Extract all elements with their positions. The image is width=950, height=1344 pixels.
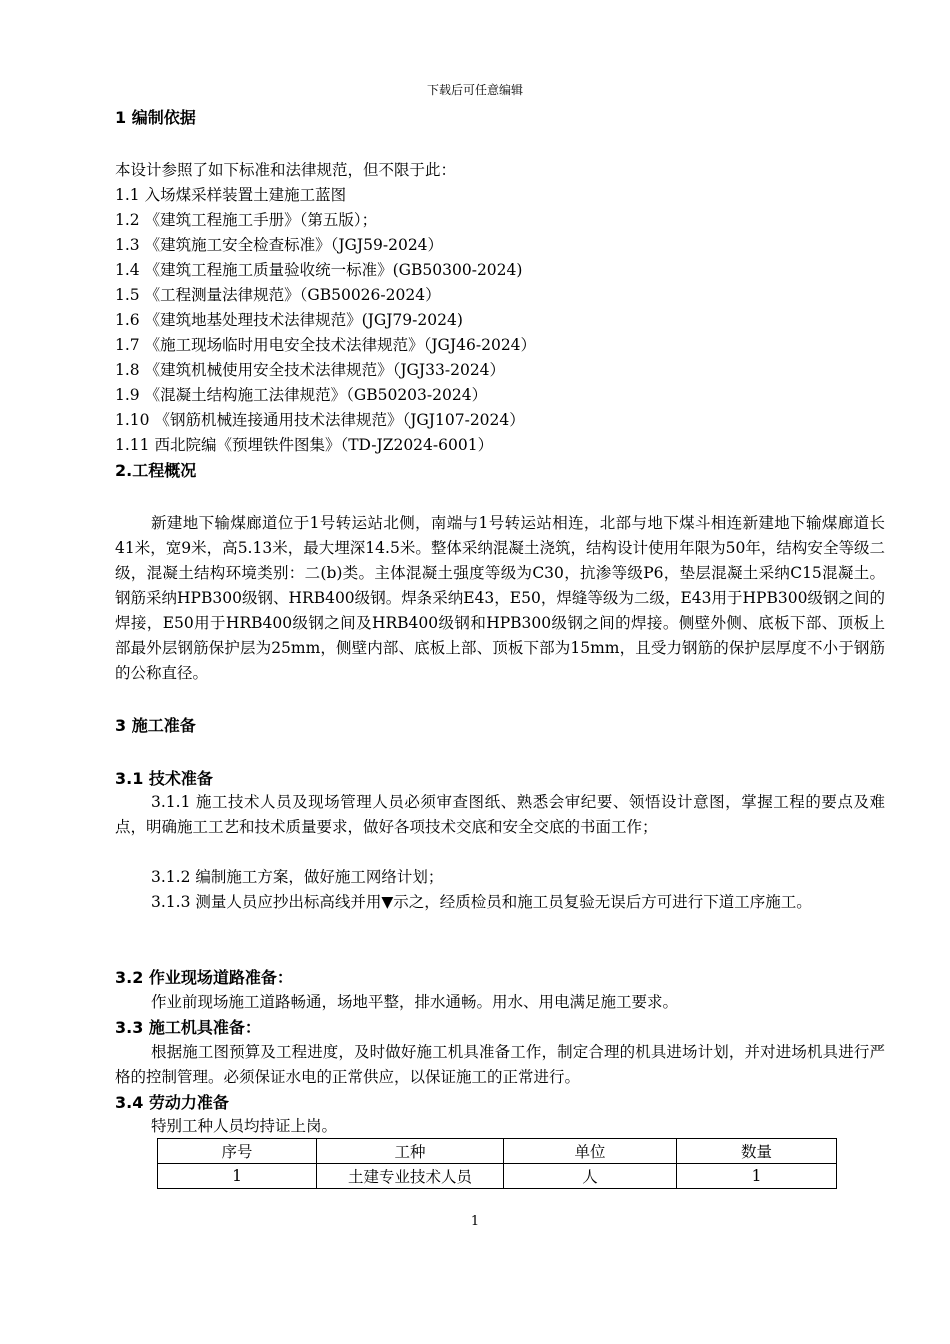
- paragraph-3-2: 作业前现场施工道路畅通，场地平整，排水通畅。用水、用电满足施工要求。: [151, 993, 679, 1011]
- section-1-intro: 本设计参照了如下标准和法律规范，但不限于此：: [115, 161, 457, 179]
- reference-item: 1.10 《钢筋机械连接通用技术法律规范》（JGJ107-2024）: [115, 411, 525, 429]
- paragraph-3-4: 特别工种人员均持证上岗。: [151, 1117, 338, 1135]
- section-1-title: 1 编制依据: [115, 108, 196, 127]
- section-3-1-title: 3.1 技术准备: [115, 769, 213, 788]
- labor-table: [157, 1138, 837, 1189]
- reference-item: 1.11 西北院编《预埋铁件图集》（TD-JZ2024-6001）: [115, 436, 494, 454]
- paragraph-3-1-3: 3.1.3 测量人员应抄出标高线并用▼示之，经质检员和施工员复验无误后方可进行下道工序施工。: [151, 893, 812, 911]
- reference-item: 1.9 《混凝土结构施工法律规范》（GB50203-2024）: [115, 386, 488, 404]
- table-cell: 1: [677, 1164, 837, 1189]
- section-2-title: 2.工程概况: [115, 461, 197, 480]
- table-header-cell: 单位: [504, 1139, 677, 1164]
- section-3-2-title: 3.2 作业现场道路准备：: [115, 968, 293, 987]
- table-header-row: [158, 1139, 837, 1164]
- reference-item: 1.5 《工程测量法律规范》（GB50026-2024）: [115, 286, 441, 304]
- reference-item: 1.1 入场煤采样装置土建施工蓝图: [115, 186, 347, 204]
- reference-item: 1.8 《建筑机械使用安全技术法律规范》（JGJ33-2024）: [115, 361, 506, 379]
- section-3-3-title: 3.3 施工机具准备：: [115, 1018, 261, 1037]
- reference-item: 1.7 《施工现场临时用电安全技术法律规范》（JGJ46-2024）: [115, 336, 537, 354]
- table-cell: 人: [504, 1164, 677, 1189]
- table-header-cell: 工种: [317, 1139, 504, 1164]
- paragraph-3-1-1: 3.1.1 施工技术人员及现场管理人员必须审查图纸、熟悉会审纪要、领悟设计意图，掌握工程的要点及难点，明确施工工艺和技术质量要求，做好各项技术交底和安全交底的书面工作；: [115, 793, 885, 836]
- table-cell: 土建专业技术人员: [317, 1164, 504, 1189]
- section-3-title: 3 施工准备: [115, 716, 196, 735]
- reference-item: 1.4 《建筑工程施工质量验收统一标准》(GB50300-2024): [115, 261, 523, 279]
- section-3-4-title: 3.4 劳动力准备: [115, 1093, 229, 1112]
- table-row: [158, 1164, 837, 1189]
- reference-item: 1.2 《建筑工程施工手册》（第五版）；: [115, 211, 378, 229]
- section-2-body: 新建地下输煤廊道位于1号转运站北侧，南端与1号转运站相连，北部与地下煤斗相连新建地下输煤廊道长41米，宽9米，高5.13米，最大埋深14.5米。整体采纳混凝土浇筑，结构设计使用年限为50年，结构安全等级二级，混凝土结构环境类别：二(b)类。主体混凝土强度等级为C30，抗渗等级P6，垫层混凝土采纳C15混凝土。钢筋采纳HPB300级钢、HRB400级钢。焊条采纳E43，E50，焊缝等级为二级，E43用于HPB300级钢之间的焊接，E50用于HRB400级钢之间及HRB400级钢和HPB300级钢之间的焊接。侧壁外侧、底板下部、顶板上部最外层钢筋保护层为25mm，侧壁内部、底板上部、顶板下部为15mm，且受力钢筋的保护层厚度不小于钢筋的公称直径。: [115, 514, 885, 682]
- table-cell: 1: [158, 1164, 317, 1189]
- page-number: 1: [470, 1214, 480, 1229]
- paragraph-3-1-2: 3.1.2 编制施工方案，做好施工网络计划；: [151, 868, 444, 886]
- reference-item: 1.3 《建筑施工安全检查标准》（JGJ59-2024）: [115, 236, 444, 254]
- paragraph-3-3: 根据施工图预算及工程进度，及时做好施工机具准备工作，制定合理的机具进场计划，并对进场机具进行严格的控制管理。必须保证水电的正常供应，以保证施工的正常进行。: [115, 1043, 885, 1086]
- reference-item: 1.6 《建筑地基处理技术法律规范》(JGJ79-2024): [115, 311, 463, 329]
- table-header-cell: 数量: [677, 1139, 837, 1164]
- table-header-cell: 序号: [158, 1139, 317, 1164]
- page-header: 下载后可任意编辑: [426, 83, 523, 97]
